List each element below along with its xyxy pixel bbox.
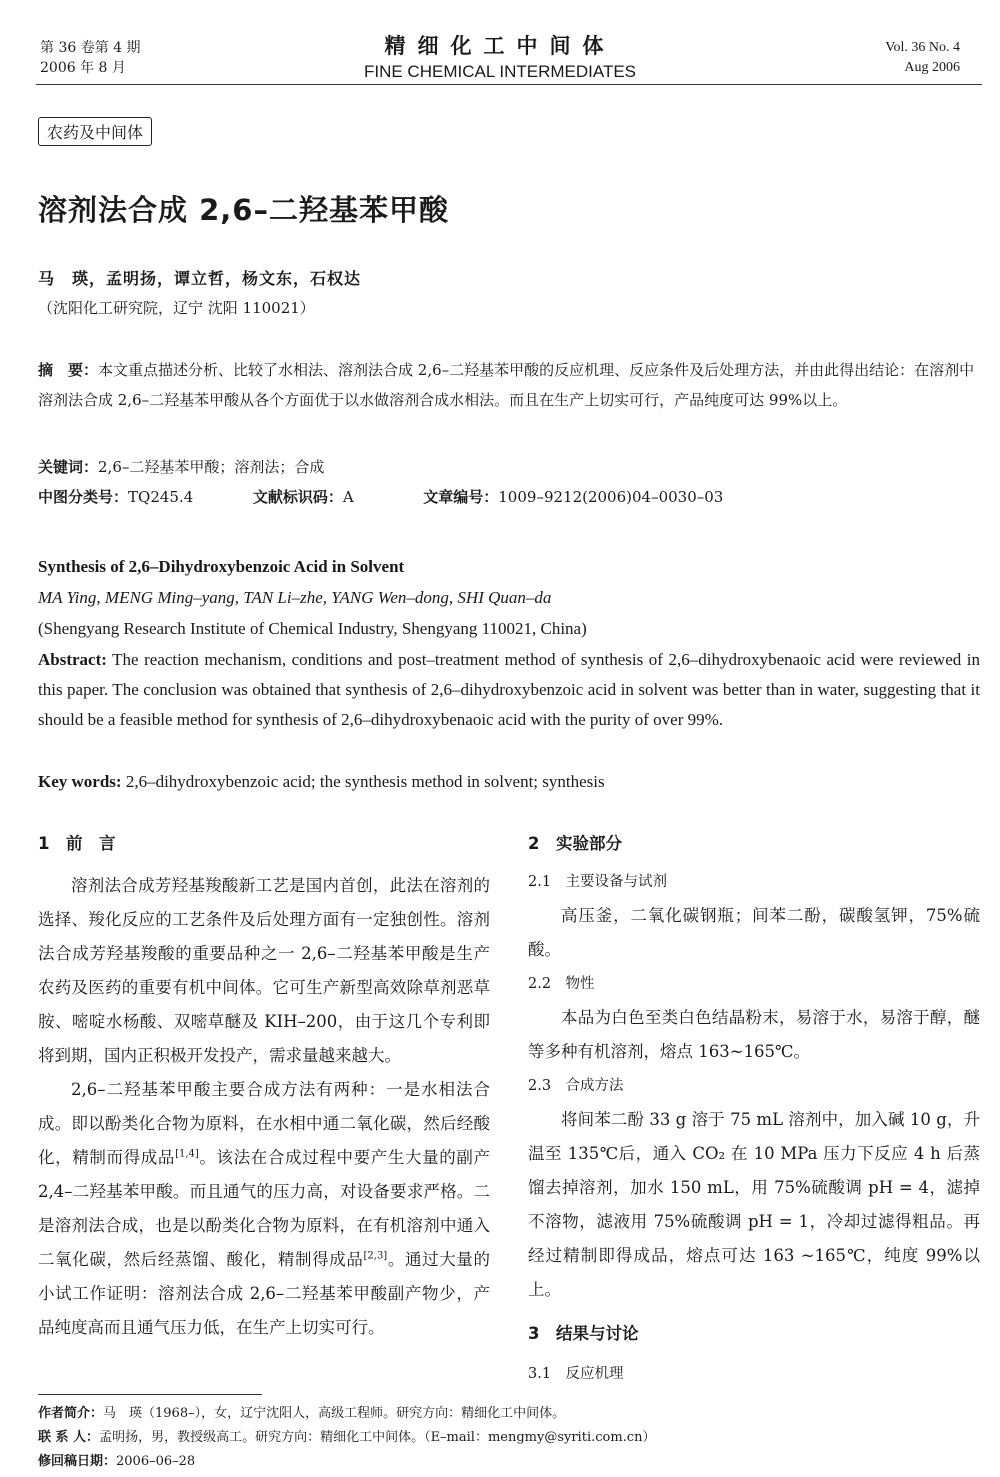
- abstract-en-text: The reaction mechanism, conditions and post–treatment method of synthesis of 2,6–dihydroxybenaoic acid were reviewed in this paper. The conclusion was obtained that synthesis of 2,6–dihydroxybenzoic acid in solvent was better than in water, suggesting that it should be a feasible method for synthesis of 2,6–dihydroxybenaoic acid with the purity of over 99%.: [38, 650, 980, 729]
- date-en: Aug 2006: [904, 60, 960, 75]
- revision-date: [38, 1450, 980, 1474]
- footnote-divider: [38, 1394, 262, 1395]
- contact-text: 孟明扬，男，教授级高工。研究方向：精细化工中间体。（E–mail：mengmy@syriti.com.cn）: [99, 1430, 656, 1445]
- doc-code-label: 文献标识码：: [252, 488, 343, 506]
- date-cn: 2006 年 8 月: [40, 60, 126, 76]
- authors-en: MA Ying, MENG Ming–yang, TAN Li–zhe, YANG Wen–dong, SHI Quan–da: [38, 588, 552, 607]
- body-left-column: [38, 827, 490, 1345]
- keywords-cn: [38, 452, 980, 482]
- synthesis-paragraph: 将间苯二酚 33 g 溶于 75 mL 溶剂中，加入碱 10 g，升温至 135℃后，通入 CO₂ 在 10 MPa 压力下反应 4 h 后蒸馏去掉溶剂，加水 150 mL，用 75%硫酸调 pH = 4，滤掉不溶物，滤液用 75%硫酸调 pH = 1，冷却过滤得粗品。再经过精制即得成品，熔点可达 163 ~165℃，纯度 99%以上。: [528, 1110, 980, 1299]
- authors-cn: 马 瑛，孟明扬，谭立哲，杨文东，石权达: [38, 269, 362, 288]
- article-number-value: 1009–9212(2006)04–0030–03: [498, 488, 724, 506]
- keywords-en: [38, 767, 980, 797]
- section-3-heading: 3 结果与讨论: [528, 1324, 639, 1343]
- contact-person: [38, 1426, 980, 1450]
- citation-ref: [2,3]: [363, 1250, 388, 1262]
- subsection-2-1-heading: 2.1 主要设备与试剂: [528, 874, 668, 890]
- subsection-2-3-heading: 2.3 合成方法: [528, 1078, 624, 1094]
- body-right-column: [528, 827, 980, 1391]
- section-1-heading: 1 前 言: [38, 834, 116, 853]
- section-2-heading: 2 实验部分: [528, 834, 622, 853]
- abstract-cn-text: 本文重点描述分析、比较了水相法、溶剂法合成 2,6–二羟基苯甲酸的反应机理、反应条件及后处理方法，并由此得出结论：在溶剂中溶剂法合成 2,6–二羟基苯甲酸从各个方面优于以水做溶剂合成水相法。而且在生产上切实可行，产品纯度可达 99%以上。: [38, 361, 975, 409]
- journal-title-en: FINE CHEMICAL INTERMEDIATES: [363, 62, 637, 81]
- affiliation-cn: （沈阳化工研究院，辽宁 沈阳 110021）: [38, 299, 315, 317]
- keywords-en-text: 2,6–dihydroxybenzoic acid; the synthesis method in solvent; synthesis: [121, 772, 605, 791]
- materials-paragraph: 高压釜，二氧化碳钢瓶；间苯二酚，碳酸氢钾，75%硫酸。: [528, 906, 980, 959]
- keywords-cn-label: 关键词：: [38, 458, 99, 476]
- intro-p2-part3: 。通过大量的小试工作证明：溶剂法合成 2,6–二羟基苯甲酸副产物少，产品纯度高而且通气压力低，在生产上切实可行。: [38, 1250, 491, 1337]
- journal-masthead: [0, 30, 1000, 82]
- intro-p2-part2: 。该法在合成过程中要产生大量的副产 2,4–二羟基苯甲酸。而且通气的压力高，对设备要求严格。二是溶剂法合成，也是以酚类化合物为原料，在有机溶剂中通入二氧化碳，然后经蒸馏、酸化，精制得成品: [38, 1148, 491, 1269]
- intro-p2-part1: 2,6–二羟基苯甲酸主要合成方法有两种：一是水相法合成。即以酚类化合物为原料，在水相中通二氧化碳，然后经酸化，精制而得成品: [38, 1080, 490, 1167]
- article-number-label: 文章编号：: [423, 488, 499, 506]
- clc-value: TQ245.4: [128, 488, 194, 506]
- affiliation-en: (Shengyang Research Institute of Chemical Industry, Shengyang 110021, China): [38, 619, 587, 638]
- subsection-3-1-heading: 3.1 反应机理: [528, 1366, 624, 1382]
- column-tag: 农药及中间体: [38, 117, 152, 146]
- author-bio-label: 作者简介：: [38, 1406, 104, 1421]
- article-title-en: Synthesis of 2,6–Dihydroxybenzoic Acid in Solvent: [38, 557, 405, 576]
- keywords-en-label: Key words:: [38, 772, 122, 791]
- abstract-cn: [38, 355, 980, 415]
- revision-date-value: 2006–06–28: [116, 1454, 196, 1469]
- author-bio: [38, 1402, 980, 1426]
- keywords-cn-text: 2,6–二羟基苯甲酸；溶剂法；合成: [98, 458, 325, 476]
- article-title-cn: 溶剂法合成 2,6–二羟基苯甲酸: [38, 193, 449, 227]
- properties-paragraph: 本品为白色至类白色结晶粉末，易溶于水，易溶于醇，醚等多种有机溶剂，熔点 163~165℃。: [528, 1008, 980, 1061]
- subsection-2-2-heading: 2.2 物性: [528, 976, 595, 992]
- doc-code-value: A: [342, 488, 354, 506]
- abstract-cn-label: 摘 要：: [38, 361, 99, 379]
- intro-paragraph-1: 溶剂法合成芳羟基羧酸新工艺是国内首创，此法在溶剂的选择、羧化反应的工艺条件及后处理方面有一定独创性。溶剂法合成芳羟基羧酸的重要品种之一 2,6–二羟基苯甲酸是生产农药及医药的重要有机中间体。它可生产新型高效除草剂恶草胺、嘧啶水杨酸、双嘧草醚及 KIH–200，由于这几个专利即将到期，国内正积极开发投产，需求量越来越大。: [38, 876, 490, 1065]
- header-divider: [36, 84, 982, 85]
- abstract-en: [38, 645, 980, 735]
- volume-issue-cn: 第 36 卷第 4 期: [40, 40, 141, 56]
- revision-date-label: 修回稿日期：: [38, 1454, 117, 1469]
- volume-issue-en: Vol. 36 No. 4: [885, 40, 960, 55]
- intro-paragraph-2: [38, 1073, 490, 1345]
- clc-label: 中图分类号：: [38, 488, 129, 506]
- contact-label: 联 系 人：: [38, 1430, 100, 1445]
- journal-title-cn: 精细化工中间体: [384, 34, 616, 58]
- citation-ref: [1,4]: [175, 1148, 199, 1160]
- classification-line: [38, 482, 980, 512]
- abstract-en-label: Abstract:: [38, 650, 107, 669]
- issue-info-en: [885, 38, 960, 78]
- author-bio-text: 马 瑛（1968–），女，辽宁沈阳人，高级工程师。研究方向：精细化工中间体。: [103, 1406, 566, 1421]
